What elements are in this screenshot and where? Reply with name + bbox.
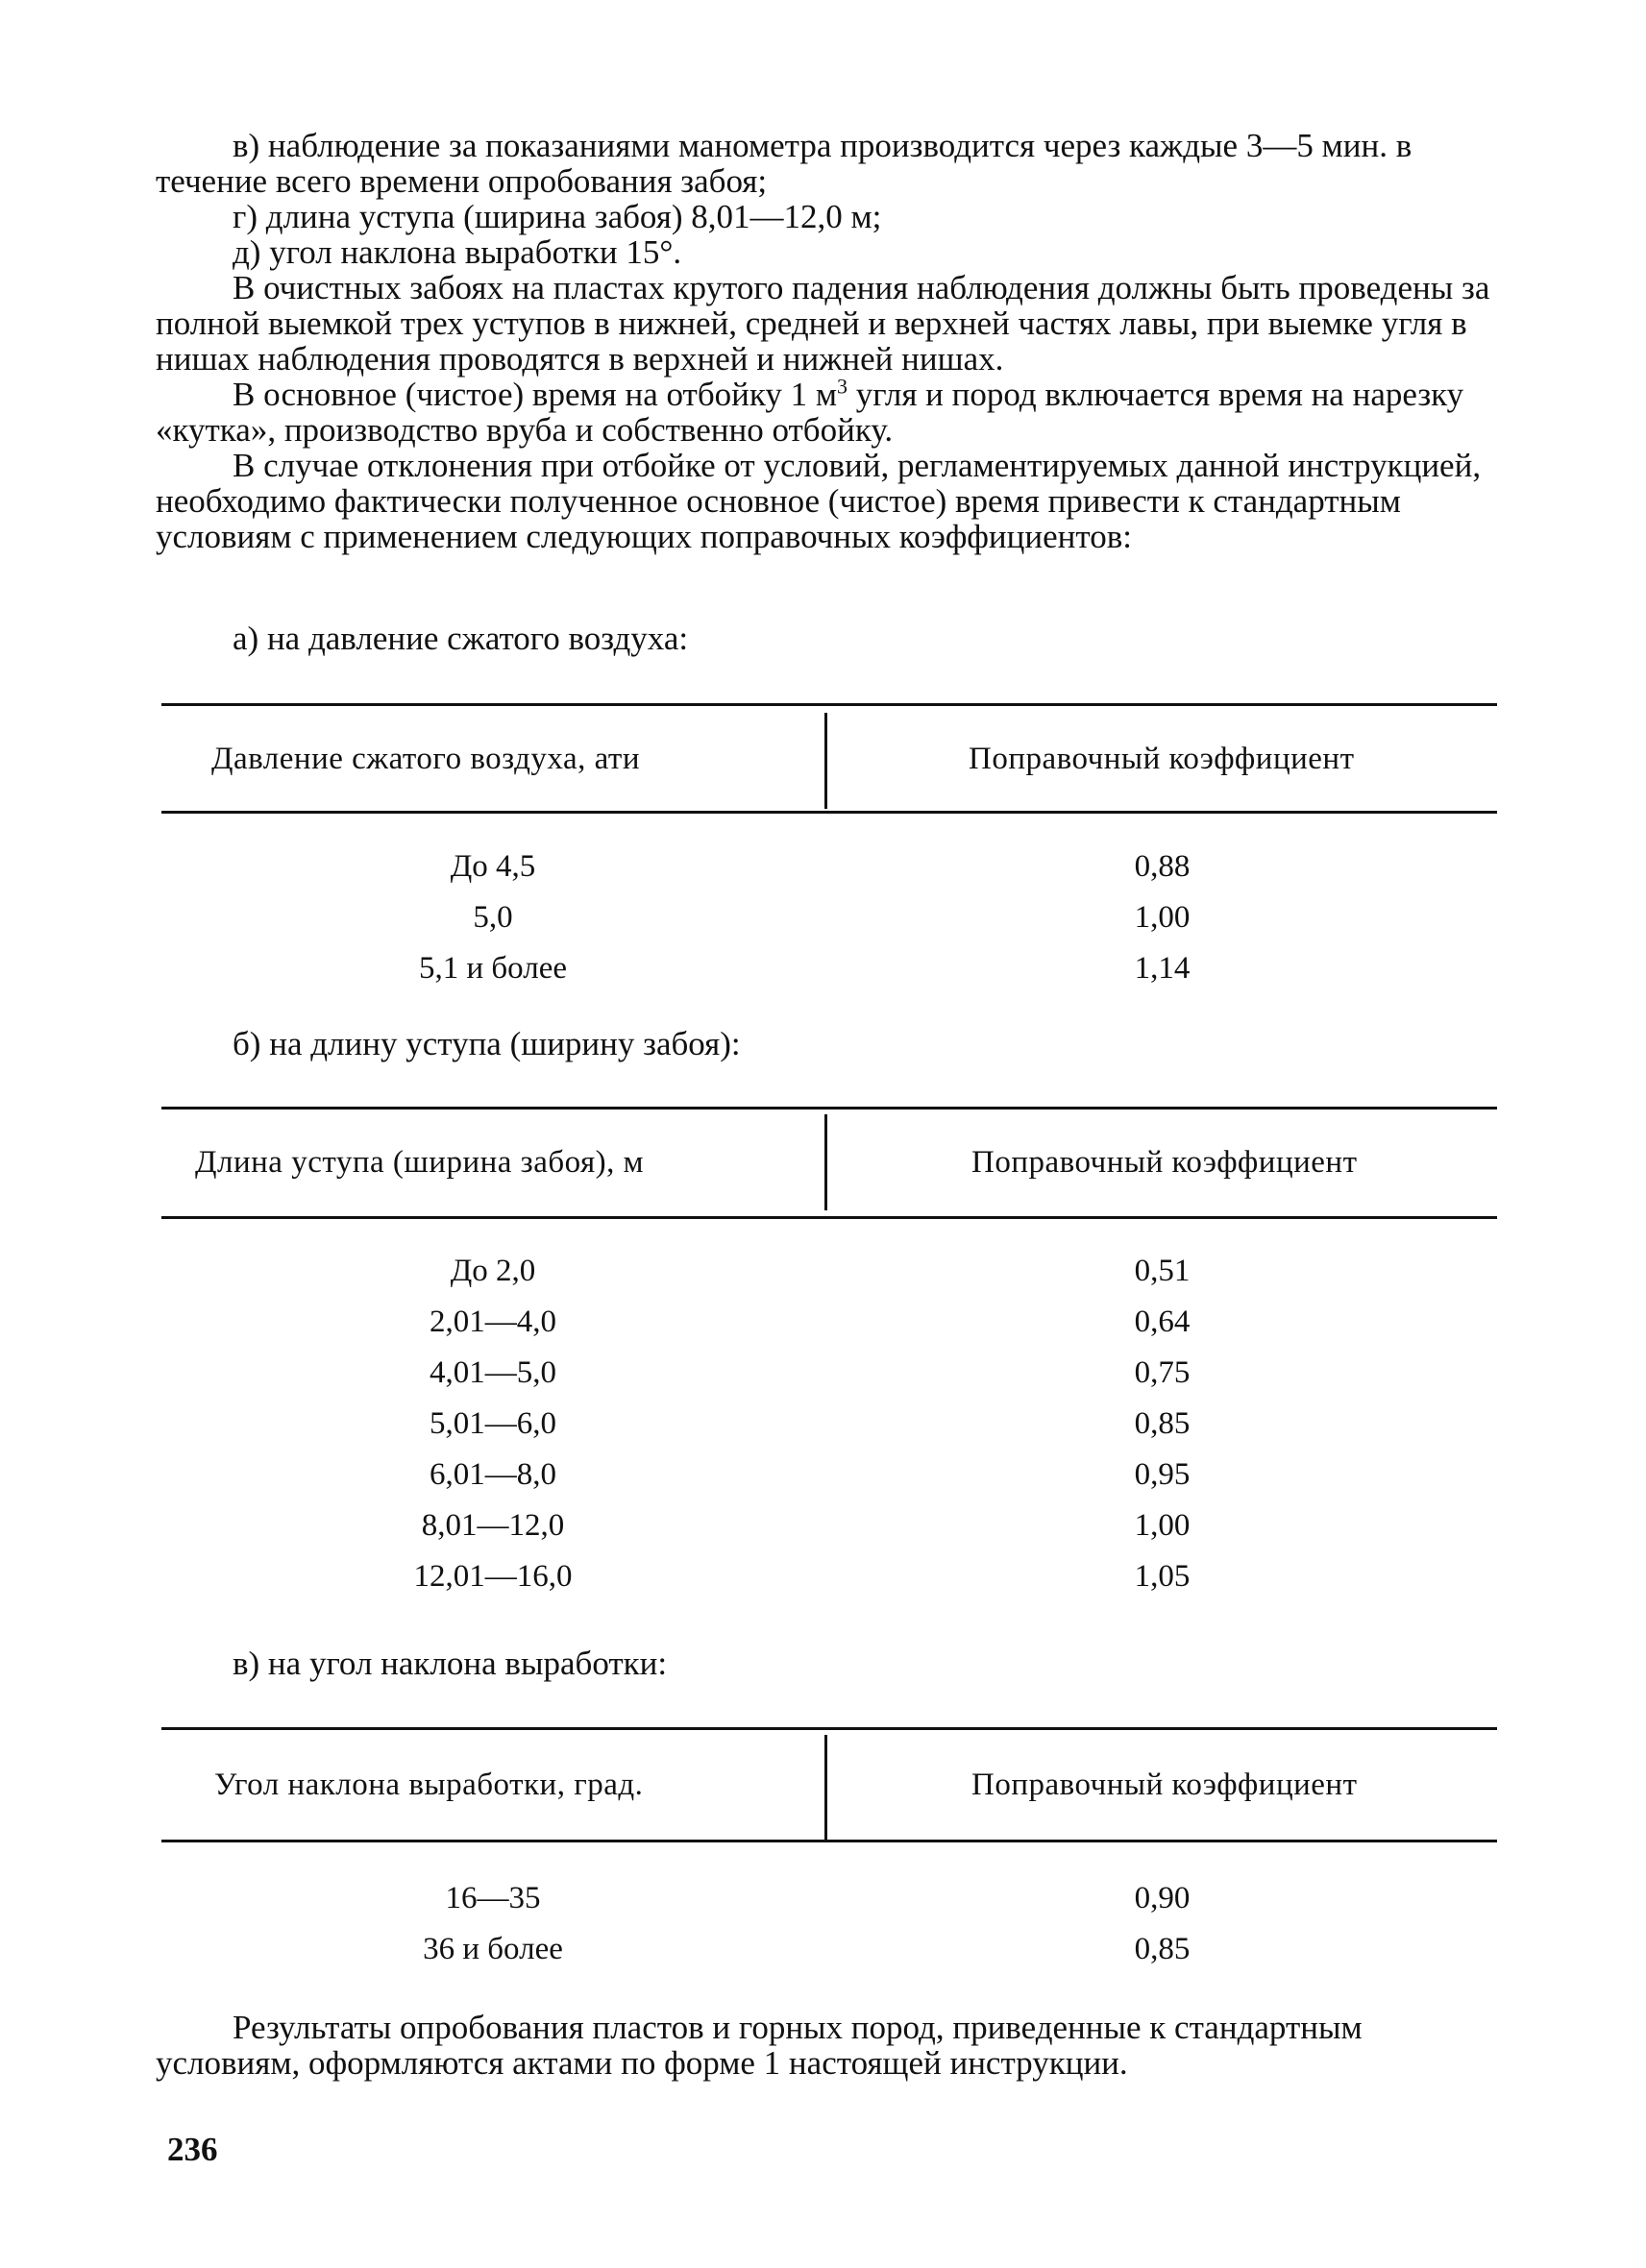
table-rule	[161, 703, 1497, 706]
row-key: 12,01—16,0	[413, 1559, 573, 1594]
row-key: 5,0	[473, 900, 513, 935]
table-row	[161, 849, 1497, 900]
table-row	[161, 1881, 1497, 1932]
row-value: 1,14	[1134, 951, 1191, 986]
table-air-pressure	[161, 703, 1497, 1001]
row-value: 0,85	[1134, 1932, 1191, 1966]
table-column-divider	[824, 1735, 827, 1841]
item-d: д) угол наклона выработки 15°.	[233, 233, 682, 271]
table-rule	[161, 1840, 1497, 1842]
table-a-caption: а) на давление сжатого воздуха:	[233, 620, 689, 657]
table-column-divider	[824, 713, 827, 809]
table-a-header-col1: Давление сжатого воздуха, ати	[211, 742, 640, 776]
item-v: в) наблюдение за показаниями манометра производится через каждые 3—5 мин. в течение всего времени опробования забоя;	[156, 127, 1413, 200]
table-row	[161, 1559, 1497, 1610]
table-row	[161, 900, 1497, 951]
row-value: 0,90	[1134, 1881, 1191, 1915]
item-g: г) длина уступа (ширина забоя) 8,01—12,0 м;	[233, 198, 882, 235]
table-c-header-col1: Угол наклона выработки, град.	[214, 1768, 644, 1802]
intro-text	[156, 128, 1501, 554]
table-row	[161, 1932, 1497, 1983]
table-column-divider	[824, 1114, 827, 1210]
row-value: 0,88	[1134, 849, 1191, 884]
table-incline-angle	[161, 1727, 1497, 1977]
table-step-length	[161, 1107, 1497, 1606]
cubic-superscript: 3	[837, 374, 848, 399]
steep-seams-paragraph: В очистных забоях на пластах крутого падения наблюдения должны быть проведены за полной выемкой трех уступов в нижней, средней и верхней частях лавы, при выемке угля в нишах наблюдения проводятся в верхней и нижней нишах.	[156, 269, 1490, 378]
table-row	[161, 1355, 1497, 1406]
row-key: До 4,5	[450, 849, 536, 884]
table-row	[161, 1457, 1497, 1508]
table-rule	[161, 811, 1497, 814]
row-key: 4,01—5,0	[430, 1355, 556, 1390]
row-value: 0,85	[1134, 1406, 1191, 1441]
table-row	[161, 1305, 1497, 1355]
table-row	[161, 1406, 1497, 1457]
basic-time-text-b: угля и пород включается время на нарезку «кутка», производство вруба и собственно отбойку.	[156, 376, 1464, 449]
row-value: 0,75	[1134, 1355, 1191, 1390]
row-key: 5,01—6,0	[430, 1406, 556, 1441]
row-value: 1,00	[1134, 900, 1191, 935]
table-row	[161, 1254, 1497, 1305]
row-value: 0,64	[1134, 1305, 1191, 1339]
table-rule	[161, 1107, 1497, 1110]
table-b-caption: б) на длину уступа (ширину забоя):	[233, 1025, 741, 1062]
row-value: 1,05	[1134, 1559, 1191, 1594]
table-row	[161, 951, 1497, 1002]
table-c-header-col2: Поправочный коэффициент	[971, 1768, 1358, 1802]
deviation-paragraph: В случае отклонения при отбойке от условий, регламентируемых данной инструкцией, необходимо фактически полученное основное (чистое) время привести к стандартным условиям с применением следующих поправочных коэффициентов:	[156, 447, 1482, 555]
row-key: 16—35	[445, 1881, 541, 1915]
table-row	[161, 1508, 1497, 1559]
row-key: 36 и более	[423, 1932, 563, 1966]
row-value: 0,95	[1134, 1457, 1191, 1492]
row-key: 5,1 и более	[418, 951, 568, 986]
table-b-header-col1: Длина уступа (ширина забоя), м	[195, 1145, 645, 1180]
table-b-header-col2: Поправочный коэффициент	[971, 1145, 1358, 1180]
row-key: До 2,0	[450, 1254, 536, 1288]
results-paragraph: Результаты опробования пластов и горных пород, приведенные к стандартным условиям, оформляются актами по форме 1 настоящей инструкции.	[156, 2009, 1363, 2082]
table-rule	[161, 1216, 1497, 1219]
table-rule	[161, 1727, 1497, 1730]
table-a-header-col2: Поправочный коэффициент	[969, 742, 1355, 776]
row-key: 2,01—4,0	[430, 1305, 556, 1339]
row-value: 1,00	[1134, 1508, 1191, 1543]
page-number: 236	[167, 2131, 218, 2168]
basic-time-paragraph	[156, 374, 1501, 449]
row-key: 6,01—8,0	[430, 1457, 556, 1492]
basic-time-text-a: В основное (чистое) время на отбойку 1 м	[233, 376, 838, 413]
table-c-caption: в) на угол наклона выработки:	[233, 1645, 668, 1682]
row-key: 8,01—12,0	[421, 1508, 565, 1543]
row-value: 0,51	[1134, 1254, 1191, 1288]
closing-text	[156, 2010, 1501, 2081]
